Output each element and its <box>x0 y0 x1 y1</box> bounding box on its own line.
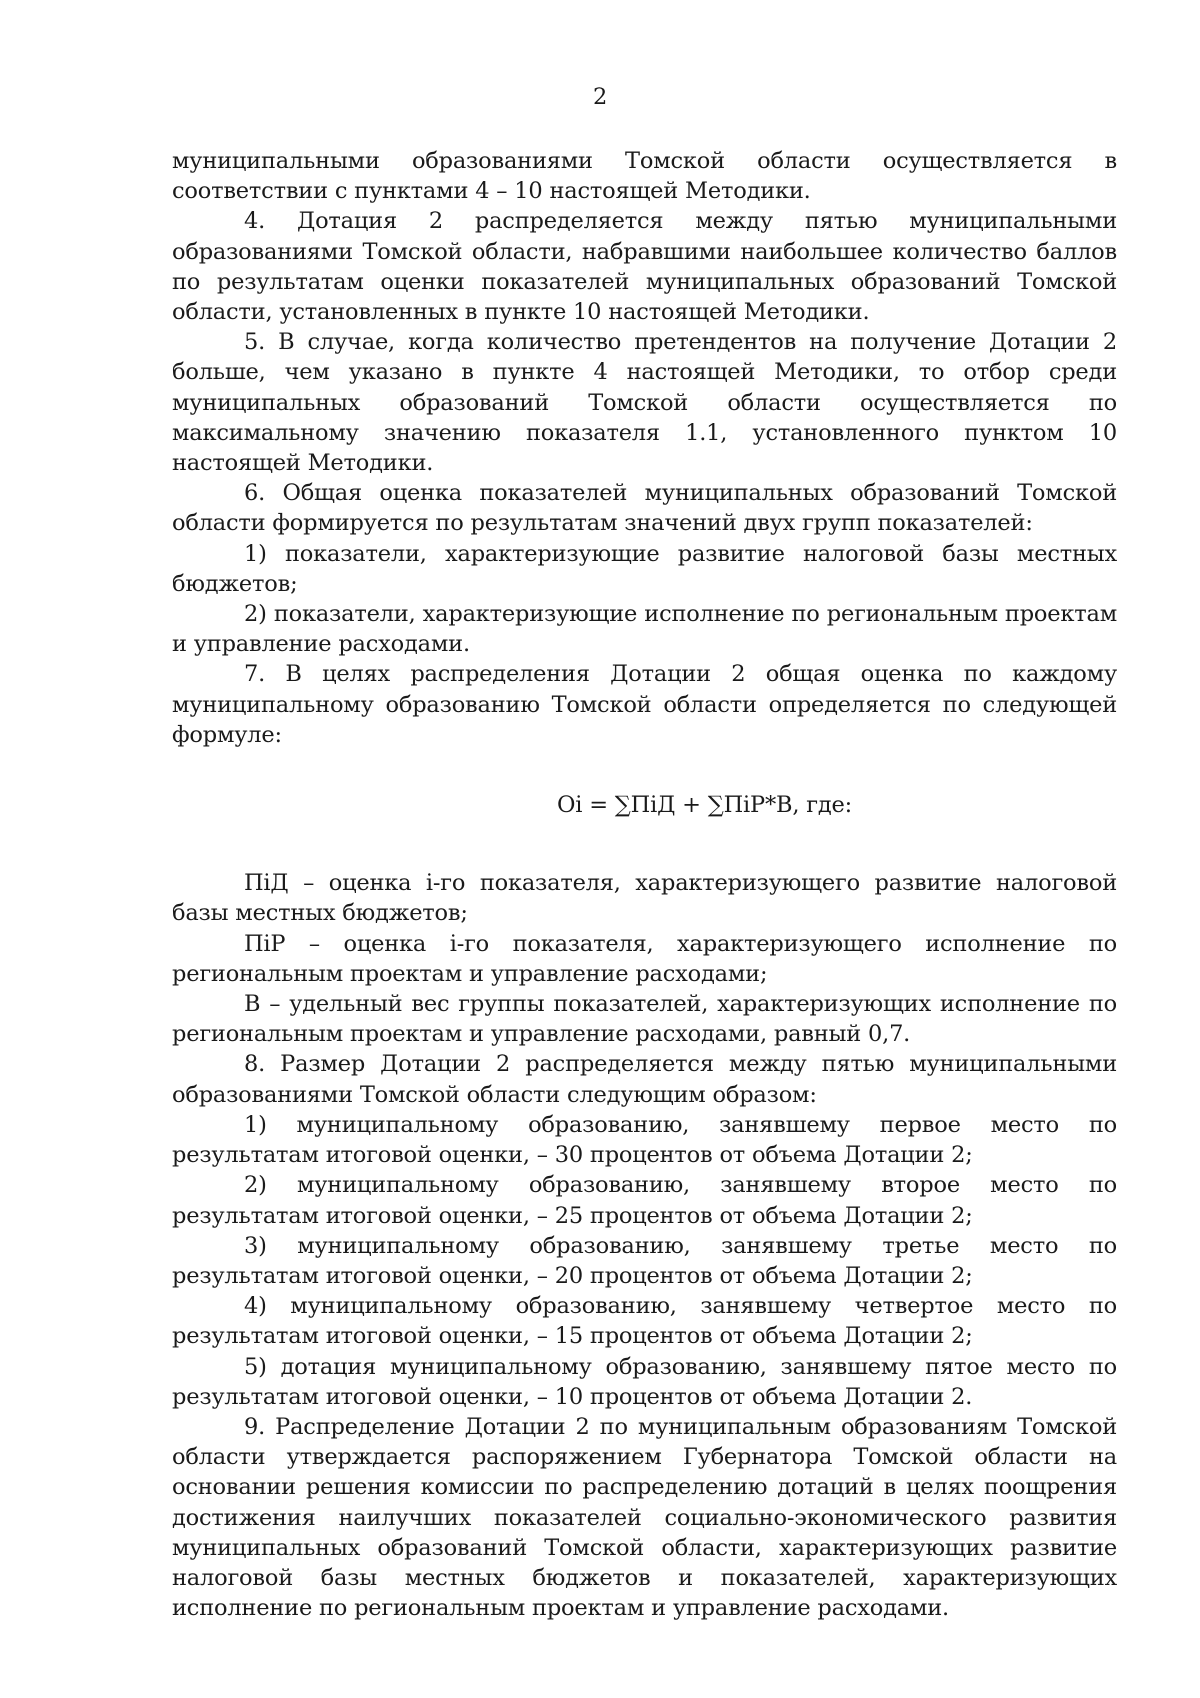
paragraph-continuation: муниципальными образованиями Томской области осуществляется в соответствии с пунктами 4 – 10 настоящей Методики. <box>172 148 1117 205</box>
paragraph-8-item-2: 2) муниципальному образованию, занявшему второе место по результатам итоговой оценки, – 25 процентов от объема Дотации 2; <box>172 1172 1117 1229</box>
paragraph-8-item-4: 4) муниципальному образованию, занявшему четвертое место по результатам итоговой оценки, – 15 процентов от объема Дотации 2; <box>172 1293 1117 1350</box>
paragraph-4: 4. Дотация 2 распределяется между пятью муниципальными образованиями Томской области, набравшими наибольшее количество баллов по результатам оценки показателей муниципальных образований Томской области, установленных в пункте 10 настоящей Методики. <box>172 208 1117 326</box>
paragraph-8-item-5: 5) дотация муниципальному образованию, занявшему пятое место по результатам итоговой оценки, – 10 процентов от объема Дотации 2. <box>172 1353 1117 1410</box>
paragraph-8-item-3: 3) муниципальному образованию, занявшему третье место по результатам итоговой оценки, – 20 процентов от объема Дотации 2; <box>172 1232 1117 1289</box>
paragraph-7: 7. В целях распределения Дотации 2 общая оценка по каждому муниципальному образованию Томской области определяется по следующей формуле: <box>172 661 1117 748</box>
formula: Оi = ∑ПiД + ∑ПiР*В, где: <box>557 792 852 819</box>
paragraph-5: 5. В случае, когда количество претендентов на получение Дотации 2 больше, чем указано в пункте 4 настоящей Методики, то отбор среди муниципальных образований Томской области осуществляется по максимальному значению показателя 1.1, установленного пунктом 10 настоящей Методики. <box>172 329 1117 477</box>
page-number: 2 <box>592 84 608 110</box>
document-body <box>172 146 1117 1623</box>
paragraph-6-item-2: 2) показатели, характеризующие исполнение по региональным проектам и управление расходами. <box>172 601 1117 658</box>
paragraph-8-item-1: 1) муниципальному образованию, занявшему первое место по результатам итоговой оценки, – 30 процентов от объема Дотации 2; <box>172 1111 1117 1169</box>
definition-pid: ПiД – оценка i-го показателя, характеризующего развитие налоговой базы местных бюджетов; <box>172 870 1117 927</box>
paragraph-9: 9. Распределение Дотации 2 по муниципальным образованиям Томской области утверждается распоряжением Губернатора Томской области на основании решения комиссии по распределению дотаций в целях поощрения достижения наилучших показателей социально-экономического развития муниципальных образований Томской области, характеризующих развитие налоговой базы местных бюджетов и показателей, характеризующих исполнение по региональным проектам и управление расходами. <box>172 1413 1117 1622</box>
paragraph-8: 8. Размер Дотации 2 распределяется между пятью муниципальными образованиями Томской области следующим образом: <box>172 1051 1117 1108</box>
definition-pir: ПiР – оценка i-го показателя, характеризующего исполнение по региональным проектам и управление расходами; <box>172 930 1117 987</box>
definition-v: В – удельный вес группы показателей, характеризующих исполнение по региональным проектам и управление расходами, равный 0,7. <box>172 991 1117 1048</box>
paragraph-6: 6. Общая оценка показателей муниципальных образований Томской области формируется по результатам значений двух групп показателей: <box>172 480 1117 537</box>
paragraph-6-item-1: 1) показатели, характеризующие развитие налоговой базы местных бюджетов; <box>172 540 1117 597</box>
